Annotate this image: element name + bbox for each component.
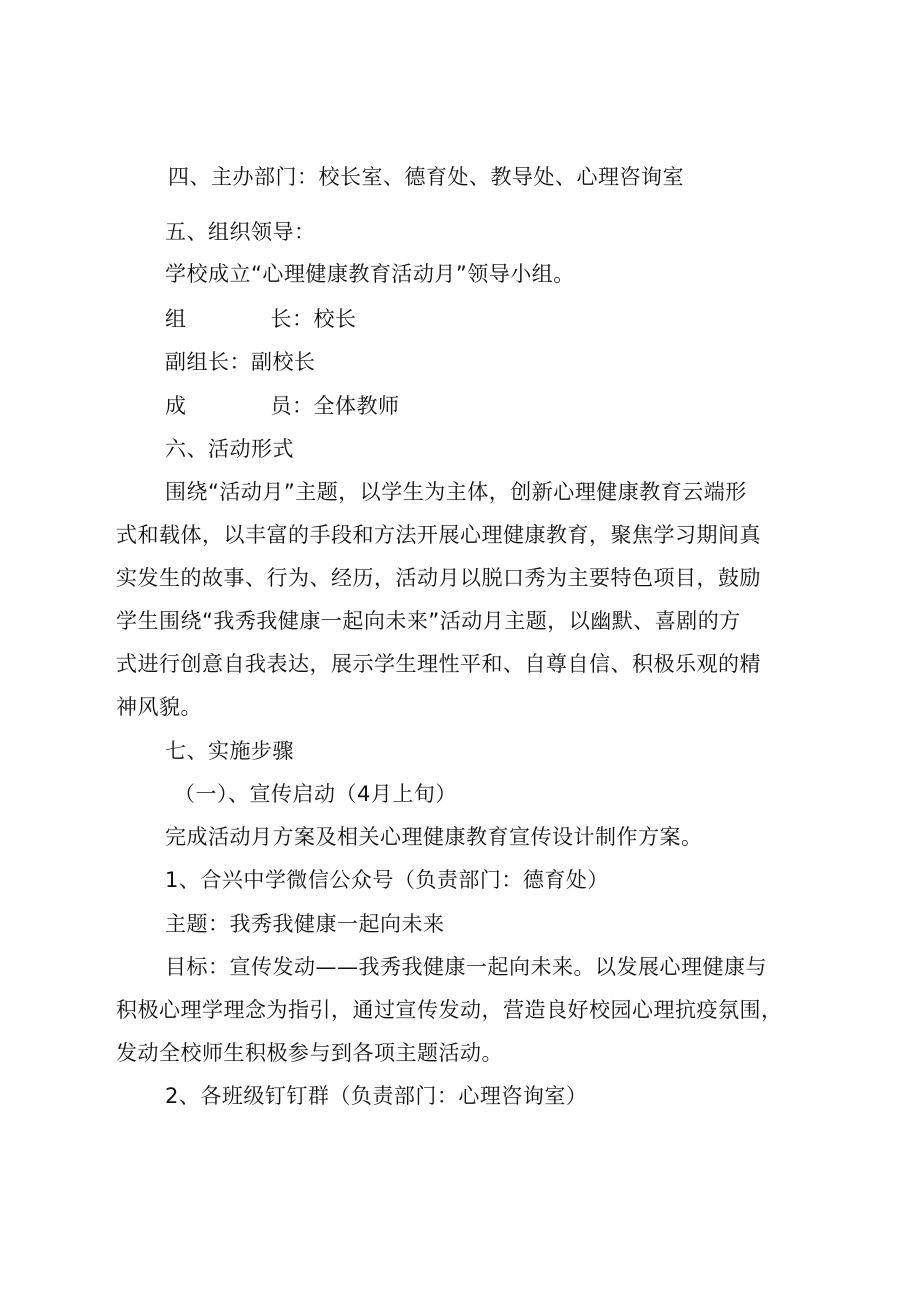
item-2-heading: 2、各班级钉钉群（负责部门：心理咨询室）	[165, 1084, 588, 1108]
item-1-goal-line-3: 发动全校师生积极参与到各项主题活动。	[116, 1041, 503, 1065]
section-5-heading: 五、组织领导：	[165, 220, 316, 244]
section-6-heading: 六、活动形式	[165, 437, 294, 461]
section-6-line-5: 式进行创意自我表达，展示学生理性平和、自尊自信、积极乐观的精	[116, 652, 761, 676]
item-1-theme: 主题：我秀我健康一起向未来	[165, 912, 445, 936]
section-4-organizers: 四、主办部门：校长室、德育处、教导处、心理咨询室	[168, 165, 684, 189]
item-1-goal-line-1: 目标：宣传发动——我秀我健康一起向未来。以发展心理健康与	[165, 955, 767, 979]
section-6-line-6: 神风貌。	[116, 695, 202, 719]
item-1-heading: 1、合兴中学微信公众号（负责部门：德育处）	[165, 868, 609, 892]
member-row	[165, 391, 400, 421]
item-1-goal-line-2: 积极心理学理念为指引，通过宣传发动，营造良好校园心理抗疫氛围，	[116, 998, 783, 1022]
leadership-intro: 学校成立“心理健康教育活动月”领导小组。	[165, 262, 575, 286]
deputy-row: 副组长：副校长	[165, 350, 316, 374]
leader-label-b: 长：校长	[270, 307, 357, 331]
member-label-a: 成	[165, 394, 187, 418]
section-6-line-2: 式和载体，以丰富的手段和方法开展心理健康教育，聚焦学习期间真	[116, 523, 761, 547]
step-1-body: 完成活动月方案及相关心理健康教育宣传设计制作方案。	[165, 825, 703, 849]
step-1-heading: （一）、宣传启动（4月上旬）	[174, 782, 457, 806]
member-label-b: 员：全体教师	[270, 394, 400, 418]
leader-row	[165, 304, 357, 334]
section-6-line-4: 学生围绕“我秀我健康一起向未来”活动月主题，以幽默、喜剧的方	[116, 609, 741, 633]
section-6-line-1: 围绕“活动月”主题，以学生为主体，创新心理健康教育云端形	[165, 480, 747, 504]
section-6-line-3: 实发生的故事、行为、经历，活动月以脱口秀为主要特色项目，鼓励	[116, 566, 761, 590]
section-7-heading: 七、实施步骤	[165, 739, 294, 763]
leader-label-a: 组	[165, 307, 187, 331]
